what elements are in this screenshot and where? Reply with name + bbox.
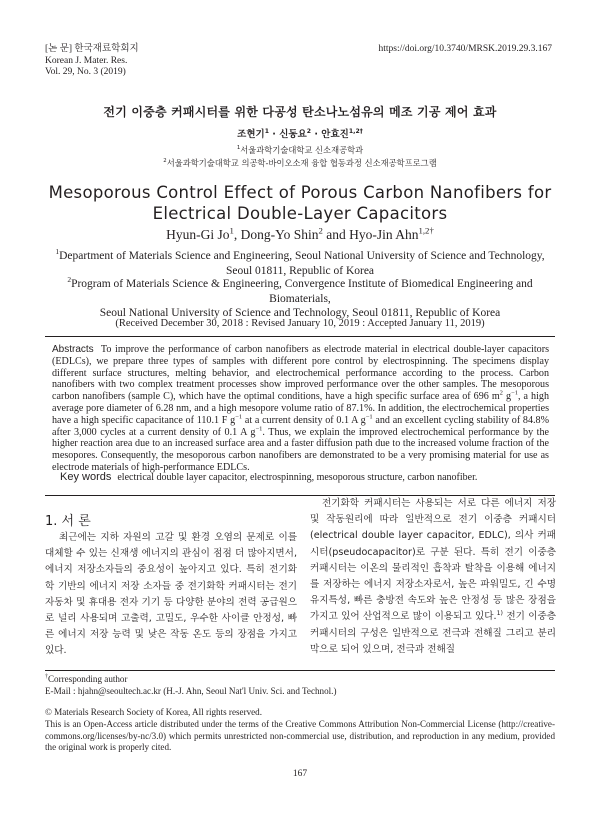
author-affiliation-mark: 2	[318, 225, 323, 236]
journal-header	[45, 44, 139, 79]
body-text: 전기화학 커패시터는 사용되는 서로 다른 에너지 저장 및 작동원리에 따라 일반적으로 전기 이중층 커패시터(electrical double layer capacitor, EDLC), 의사 커패시터(pseudocapacitor)로 구분 된다. 특히 전기 이중층 커패시터는 이온의 물리적인 흡착과 탈착을 이용해 에너지를 저장하는 에너지 저장소자로서, 높은 파워밀도, 긴 수명 유지특성, 빠른 충방전 속도와 높은 안정성 등 많은 장점을 가지고 있어 산업적으로 많이 이용되고 있다.	[310, 498, 556, 623]
footnote-divider	[45, 670, 555, 671]
section-title: 1. 서 론	[45, 514, 91, 529]
korean-affiliation	[0, 144, 600, 156]
doi-link[interactable]: https://doi.org/10.3740/MRSK.2019.29.3.167	[378, 44, 552, 54]
korean-author-name: 조현기	[237, 129, 265, 140]
affiliation-mark: 1	[236, 145, 241, 152]
superscript: −1	[235, 413, 243, 421]
abstract-text: and an excellent cycling stability of 84.8% after 3,000 cycles at a current density of 0.1 A g	[52, 414, 549, 438]
author-separator: ·	[311, 129, 322, 140]
korean-author-name: 안효진	[321, 129, 349, 140]
author-separator: and	[322, 227, 350, 242]
journal-name-korean: [논 문] 한국재료학회지	[45, 44, 139, 54]
author-affiliation-mark: 1	[264, 127, 269, 135]
author-affiliation-mark: 1,2†	[418, 225, 434, 236]
body-column-left: 최근에는 지하 자원의 고갈 및 환경 오염의 문제로 이를 대체할 수 있는 신재생 에너지의 관심이 점점 더 많아지면서, 에너지 저장소자들의 중요성이 높아지고 있다. 특히 전기화학 기반의 에너지 저장 소자들 중 전기화학 커패시터는 전기 자동차 및 휴대용 전자 기기 등 다양한 분야의 전력 공급원으로 널리 사용되며 고출력, 고밀도, 우수한 사이클 안정성, 빠른 에너지 저장 능력 및 낮은 작동 온도 등의 장점을 가지고 있다.	[45, 532, 297, 657]
keywords-label: Key words	[60, 471, 112, 483]
korean-title: 전기 이중층 커패시터를 위한 다공성 탄소나노섬유의 메조 기공 제어 효과	[103, 105, 497, 119]
affiliation-mark: 1	[55, 247, 60, 257]
abstract	[52, 344, 549, 474]
english-author-name: Hyun-Gi Jo	[166, 227, 230, 242]
author-affiliation-mark: 1,2†	[348, 127, 363, 135]
keywords	[60, 471, 550, 483]
english-authors	[0, 227, 600, 243]
korean-author-name: 신동요	[279, 129, 307, 140]
abstract-text: To improve the performance of carbon nanofibers as electrode material in electrical double-layer capacitors (EDLCs), we prepare three types of samples with different pore control by electrospinning. The specimens display different surface structures, melting behavior, and electrochemical performance according to the process. Carbon nanofibers with two complex treatment processes show improved performance over the other samples. The mesoporous carbon nanofibers (sample C), which have the optimal conditions, have a high specific surface area of 696 m	[52, 344, 550, 403]
affiliation-mark: 2	[163, 158, 167, 165]
body-column-right	[310, 496, 556, 658]
author-affiliation-mark: 1	[229, 225, 234, 236]
affiliation-text: 서울과학기술대학교 의공학-바이오소재 융합 협동과정 신소재공학프로그램	[166, 158, 437, 168]
author-affiliation-mark: 2	[306, 127, 312, 135]
korean-authors	[0, 126, 600, 140]
english-title-line: Electrical Double-Layer Capacitors	[152, 204, 448, 223]
keywords-text: electrical double layer capacitor, electrospinning, mesoporous structure, carbon nanofiber.	[117, 472, 478, 483]
affiliation-mark: 2	[67, 275, 72, 285]
english-affiliation	[50, 277, 550, 321]
english-author-name: Hyo-Jin Ahn	[349, 227, 419, 242]
author-separator: ·	[269, 129, 280, 140]
journal-name-english: Korean J. Mater. Res.	[45, 55, 128, 66]
citation-mark: 1)	[496, 610, 503, 618]
english-affiliation	[50, 249, 550, 278]
abstract-text: , a high average pore diameter of 6.28 nm, and a high mesopore volume ratio of 87.1%. In addition, the electrochemical properties have a high specific capacitance of 110.1 F g	[52, 391, 549, 426]
journal-volume: Vol. 29, No. 3 (2019)	[45, 67, 126, 77]
affiliation-text: Seoul 01811, Republic of Korea	[225, 264, 375, 277]
english-title-line: Mesoporous Control Effect of Porous Carbon Nanofibers for	[48, 183, 552, 202]
body-text: 전기 이중층 커패시터의 구성은 일반적으로 전극과 전해질 그리고 분리막으로 되어 있으며, 전극과 전해질	[310, 611, 557, 655]
abstract-text: at a current density of 0.1 A g	[242, 414, 366, 426]
received-dates: (Received December 30, 2018 : Revised January 10, 2019 : Accepted January 11, 2019)	[115, 318, 485, 329]
superscript: −1	[365, 413, 373, 421]
author-separator: ,	[233, 227, 241, 242]
page-number: 167	[292, 769, 308, 779]
affiliation-text: Seoul National University of Science and Technology, Seoul 01811, Republic of Korea	[99, 307, 501, 319]
dagger-mark: †	[45, 673, 48, 680]
english-author-name: Dong-Yo Shin	[240, 227, 319, 242]
copyright-notice: © Materials Research Society of Korea, All rights reserved.	[45, 707, 263, 717]
superscript: 2	[499, 389, 503, 397]
abstract-label: Abstracts	[52, 344, 94, 355]
superscript: −1	[255, 425, 263, 433]
abstract-text: . Thus, we explain the improved electrochemical performance by the higher reaction area due to an increased surface area and a faster diffusion path due to the increased volume fraction of the mesopores. Consequently, the mesoporous carbon nanofibers are demonstrated to be a very promising material for use as electrode materials of high-performance EDLCs.	[52, 426, 549, 473]
affiliation-text: Program of Materials Science & Engineering, Convergence Institute of Biomedical Engineering and Biomaterials,	[71, 278, 533, 305]
license-notice: This is an Open-Access article distributed under the terms of the Creative Commons Attribution Non-Commercial License (http://creative-commons.org/licenses/by-nc/3.0) which permits unrestricted non-commercial use, distribution, and reproduction in any medium, provided the original work is properly cited.	[45, 719, 555, 753]
footnote-text: Corresponding author	[47, 674, 128, 684]
corresponding-email: E-Mail : hjahn@seoultech.ac.kr (H.-J. Ahn, Seoul Nat'l Univ. Sci. and Technol.)	[45, 686, 337, 696]
english-title	[0, 182, 600, 224]
superscript: −1	[511, 389, 518, 397]
corresponding-author-note	[45, 674, 555, 686]
korean-affiliation	[0, 157, 600, 169]
affiliation-text: 서울과학기술대학교 신소재공학과	[240, 145, 364, 155]
affiliation-text: Department of Materials Science and Engineering, Seoul National University of Science and Technology,	[59, 250, 545, 262]
abstract-text: g	[502, 391, 512, 403]
